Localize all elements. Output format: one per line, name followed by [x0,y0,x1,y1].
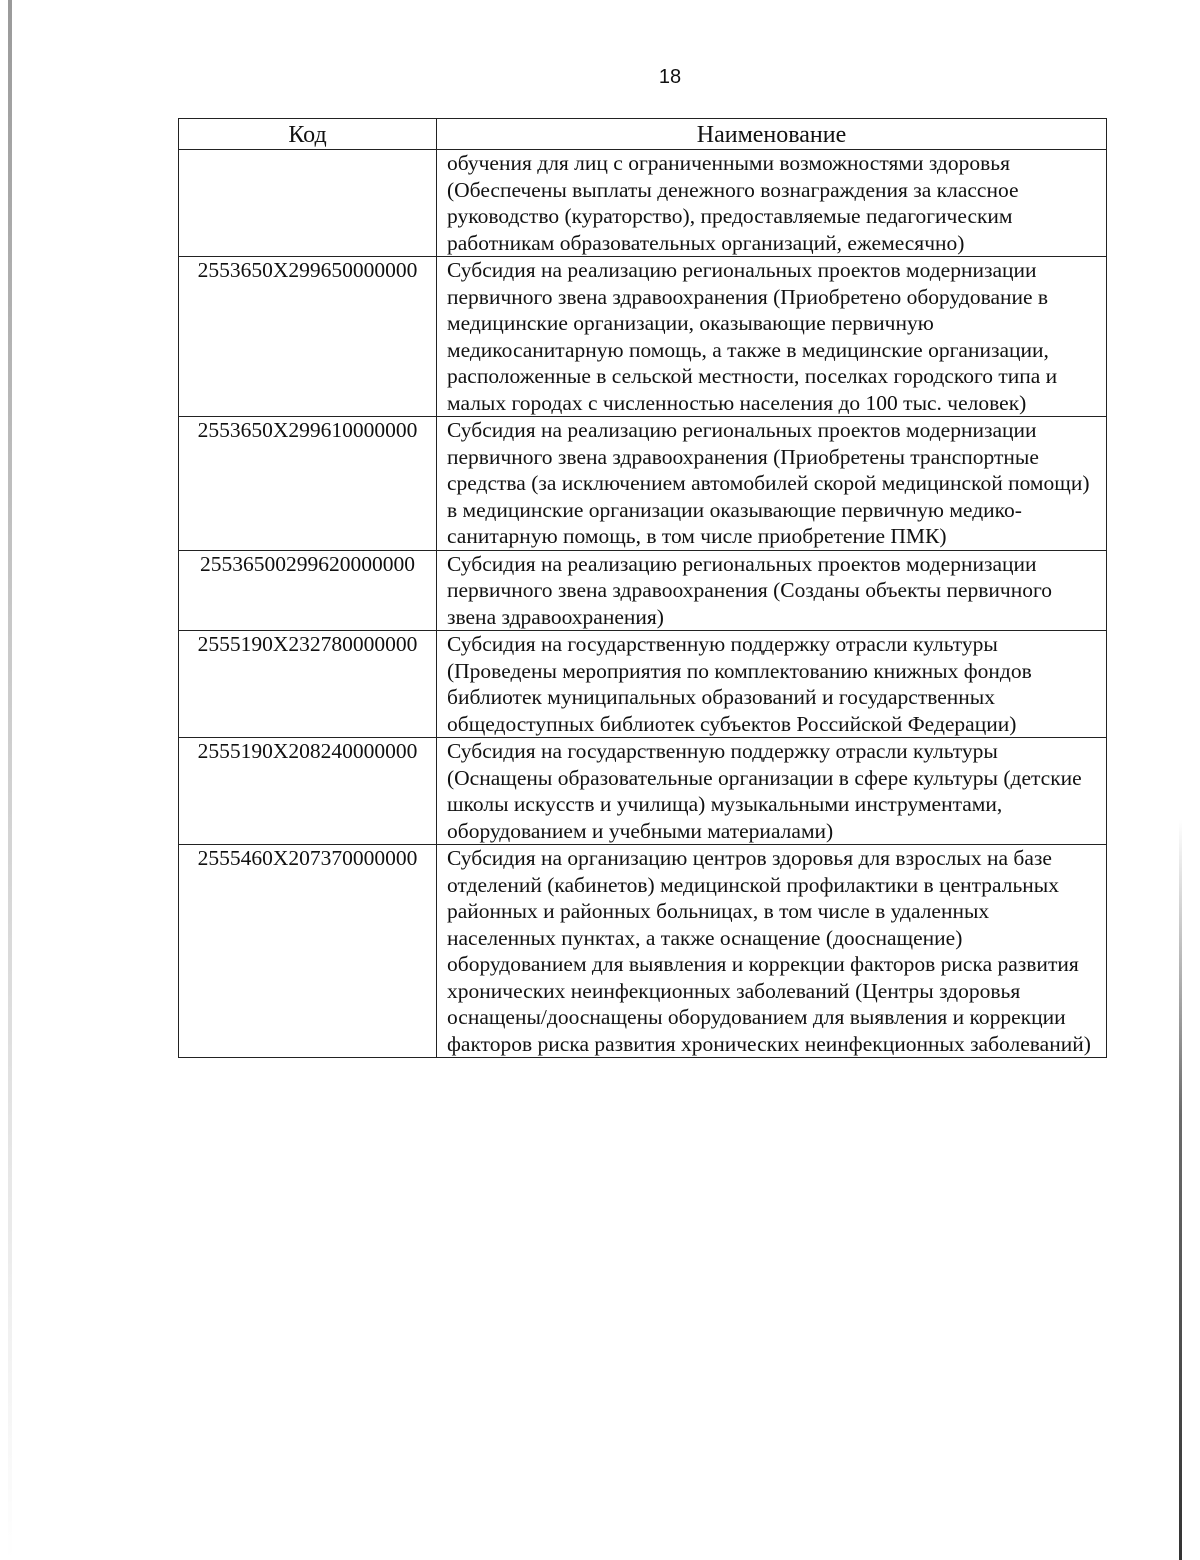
table-header-row [179,119,1107,150]
row-name: Субсидия на организацию центров здоровья для взрослых на базе отделений (кабинетов) медицинской профилактики в центральных районных и районных больницах, в том числе в удаленных населенных пунктах, а также оснащение (дооснащение) оборудованием для выявления и коррекции факторов риска развития хронических неинфекционных заболеваний (Центры здоровья оснащены/дооснащены оборудованием для выявления и коррекции факторов риска развития хронических неинфекционных заболеваний) [437,845,1107,1058]
row-name: Субсидия на реализацию региональных проектов модернизации первичного звена здравоохранения (Созданы объекты первичного звена здравоохранения) [437,550,1107,631]
row-code: 2555190Х232780000000 [179,631,437,738]
row-code: 2555190Х208240000000 [179,738,437,845]
table-row [179,257,1107,417]
table-row [179,417,1107,551]
row-name: Субсидия на реализацию региональных проектов модернизации первичного звена здравоохранения (Приобретено оборудование в медицинские организации, оказывающие первичную медикосанитарную помощь, а также в медицинские организации, расположенные в сельской местности, поселках городского типа и малых городах с численностью населения до 100 тыс. человек) [437,257,1107,417]
table-row [179,631,1107,738]
row-code: 2553650Х299610000000 [179,417,437,551]
row-name: Субсидия на государственную поддержку отрасли культуры (Проведены мероприятия по комплектованию книжных фондов библиотек муниципальных образований и государственных общедоступных библиотек субъектов Российской Федерации) [437,631,1107,738]
row-name: обучения для лиц с ограниченными возможностями здоровья (Обеспечены выплаты денежного вознаграждения за классное руководство (кураторство), предоставляемые педагогическим работникам образовательных организаций, ежемесячно) [437,150,1107,257]
header-code: Код [179,119,437,150]
header-name: Наименование [437,119,1107,150]
code-name-table [178,118,1107,1058]
row-code: 25536500299620000000 [179,550,437,631]
row-name: Субсидия на реализацию региональных проектов модернизации первичного звена здравоохранения (Приобретены транспортные средства (за исключением автомобилей скорой медицинской помощи) в медицинские организации оказывающие первичную медико-санитарную помощь, в том числе приобретение ПМК) [437,417,1107,551]
scan-edge-left [8,0,12,1560]
scan-edge-right [1179,820,1182,1560]
table-row [179,738,1107,845]
row-name: Субсидия на государственную поддержку отрасли культуры (Оснащены образовательные организации в сфере культуры (детские школы искусств и училища) музыкальными инструментами, оборудованием и учебными материалами) [437,738,1107,845]
table-row [179,550,1107,631]
page-number: 18 [658,66,682,88]
row-code: 2555460Х207370000000 [179,845,437,1058]
row-code: 2553650Х299650000000 [179,257,437,417]
table-row [179,845,1107,1058]
table-row [179,150,1107,257]
row-code [179,150,437,257]
